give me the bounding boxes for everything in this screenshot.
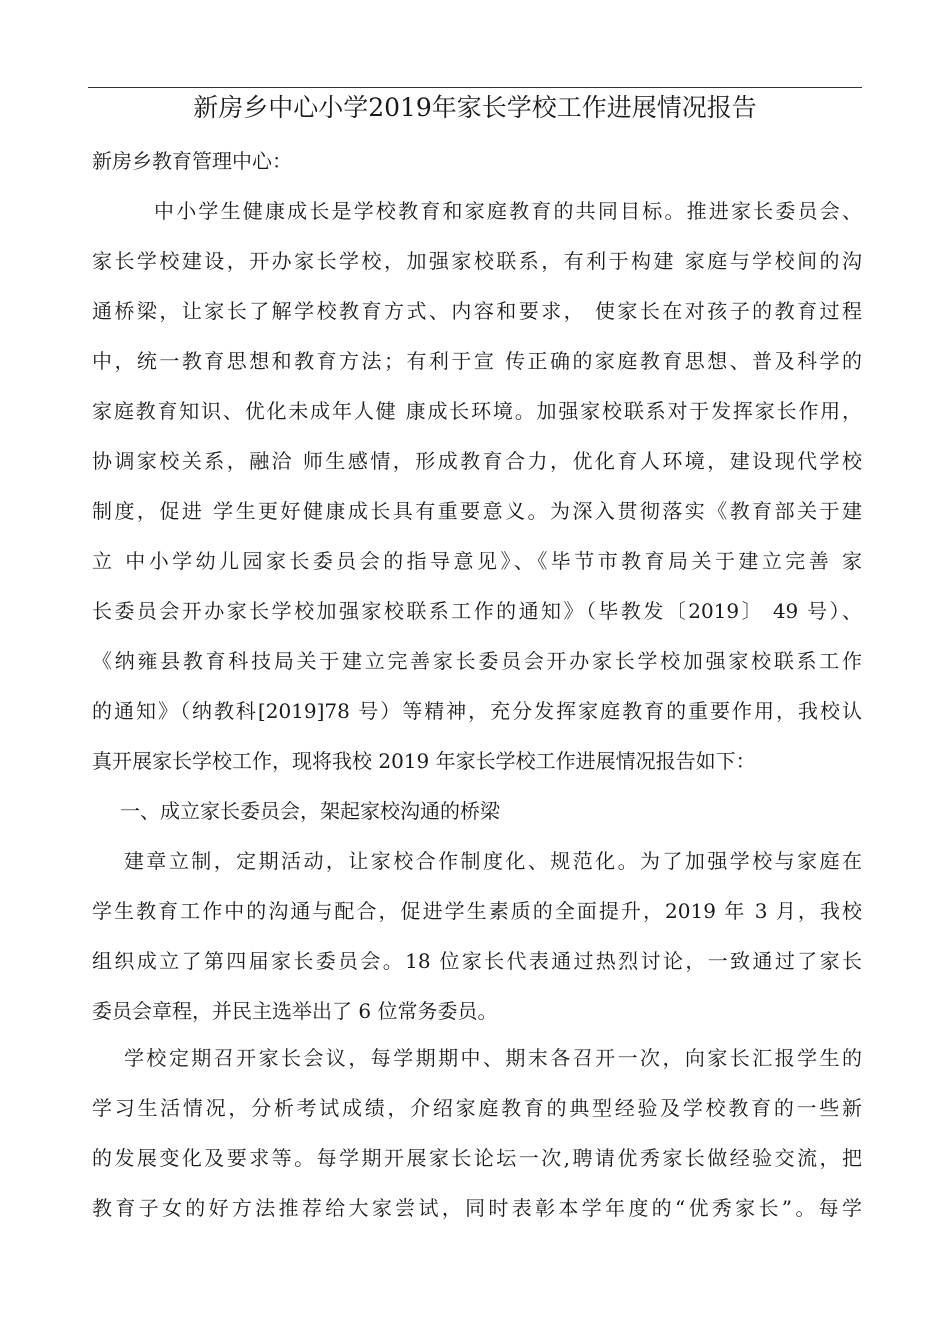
header-rule (88, 87, 862, 88)
intro-line: 真开展家长学校工作，现将我校 2019 年家长学校工作进展情况报告如下： (92, 749, 756, 773)
intro-line: 协调家校关系，融洽 师生感情，形成教育合力，优化育人环境，建设现代学校 (92, 449, 862, 473)
intro-line: 制度，促进 学生更好健康成长具有重要意义。为深入贯彻落实《教育部关于建 (92, 499, 862, 523)
intro-line: 中，统一教育思想和教育方法；有利于宣 传正确的家庭教育思想、普及科学的 (92, 349, 862, 373)
paragraph-line: 学生教育工作中的沟通与配合，促进学生素质的全面提升，2019 年 3 月，我校 (92, 899, 862, 923)
intro-line: 中小学生健康成长是学校教育和家庭教育的共同目标。推进家长委员会、 (154, 199, 862, 223)
paragraph-line: 学校定期召开家长会议，每学期期中、期末各召开一次，向家长汇报学生的 (124, 1046, 862, 1070)
intro-line: 通桥梁，让家长了解学校教育方式、内容和要求， 使家长在对孩子的教育过程 (92, 299, 862, 323)
paragraph-line: 委员会章程，并民主选举出了 6 位常务委员。 (92, 999, 498, 1023)
document-title: 新房乡中心小学2019年家长学校工作进展情况报告 (193, 93, 757, 122)
intro-line: 的通知》（纳教科[2019]78 号）等精神，充分发挥家庭教育的重要作用，我校认 (92, 699, 862, 723)
intro-line: 长委员会开办家长学校加强家校联系工作的通知》（毕教发〔2019〕 49 号）、 (92, 599, 862, 623)
paragraph-line: 的发展变化及要求等。每学期开展家长论坛一次,聘请优秀家长做经验交流，把 (92, 1146, 862, 1170)
intro-line: 家庭教育知识、优化未成年人健 康成长环境。加强家校联系对于发挥家长作用， (92, 399, 862, 423)
paragraph-line: 学习生活情况，分析考试成绩，介绍家庭教育的典型经验及学校教育的一些新 (92, 1096, 862, 1120)
intro-line: 立 中小学幼儿园家长委员会的指导意见》、《毕节市教育局关于建立完善 家 (92, 549, 862, 573)
section-heading: 一、成立家长委员会，架起家校沟通的桥梁 (120, 799, 500, 823)
paragraph-line: 教育子女的好方法推荐给大家尝试，同时表彰本学年度的“优秀家长”。每学 (92, 1196, 862, 1220)
intro-line: 《纳雍县教育科技局关于建立完善家长委员会开办家长学校加强家校联系工作 (92, 649, 862, 673)
paragraph-line: 建章立制，定期活动，让家校合作制度化、规范化。为了加强学校与家庭在 (124, 849, 862, 873)
intro-line: 家长学校建设，开办家长学校，加强家校联系，有利于构建 家庭与学校间的沟 (92, 249, 862, 273)
salutation: 新房乡教育管理中心： (92, 149, 292, 173)
paragraph-line: 组织成立了第四届家长委员会。18 位家长代表通过热烈讨论，一致通过了家长 (92, 949, 862, 973)
